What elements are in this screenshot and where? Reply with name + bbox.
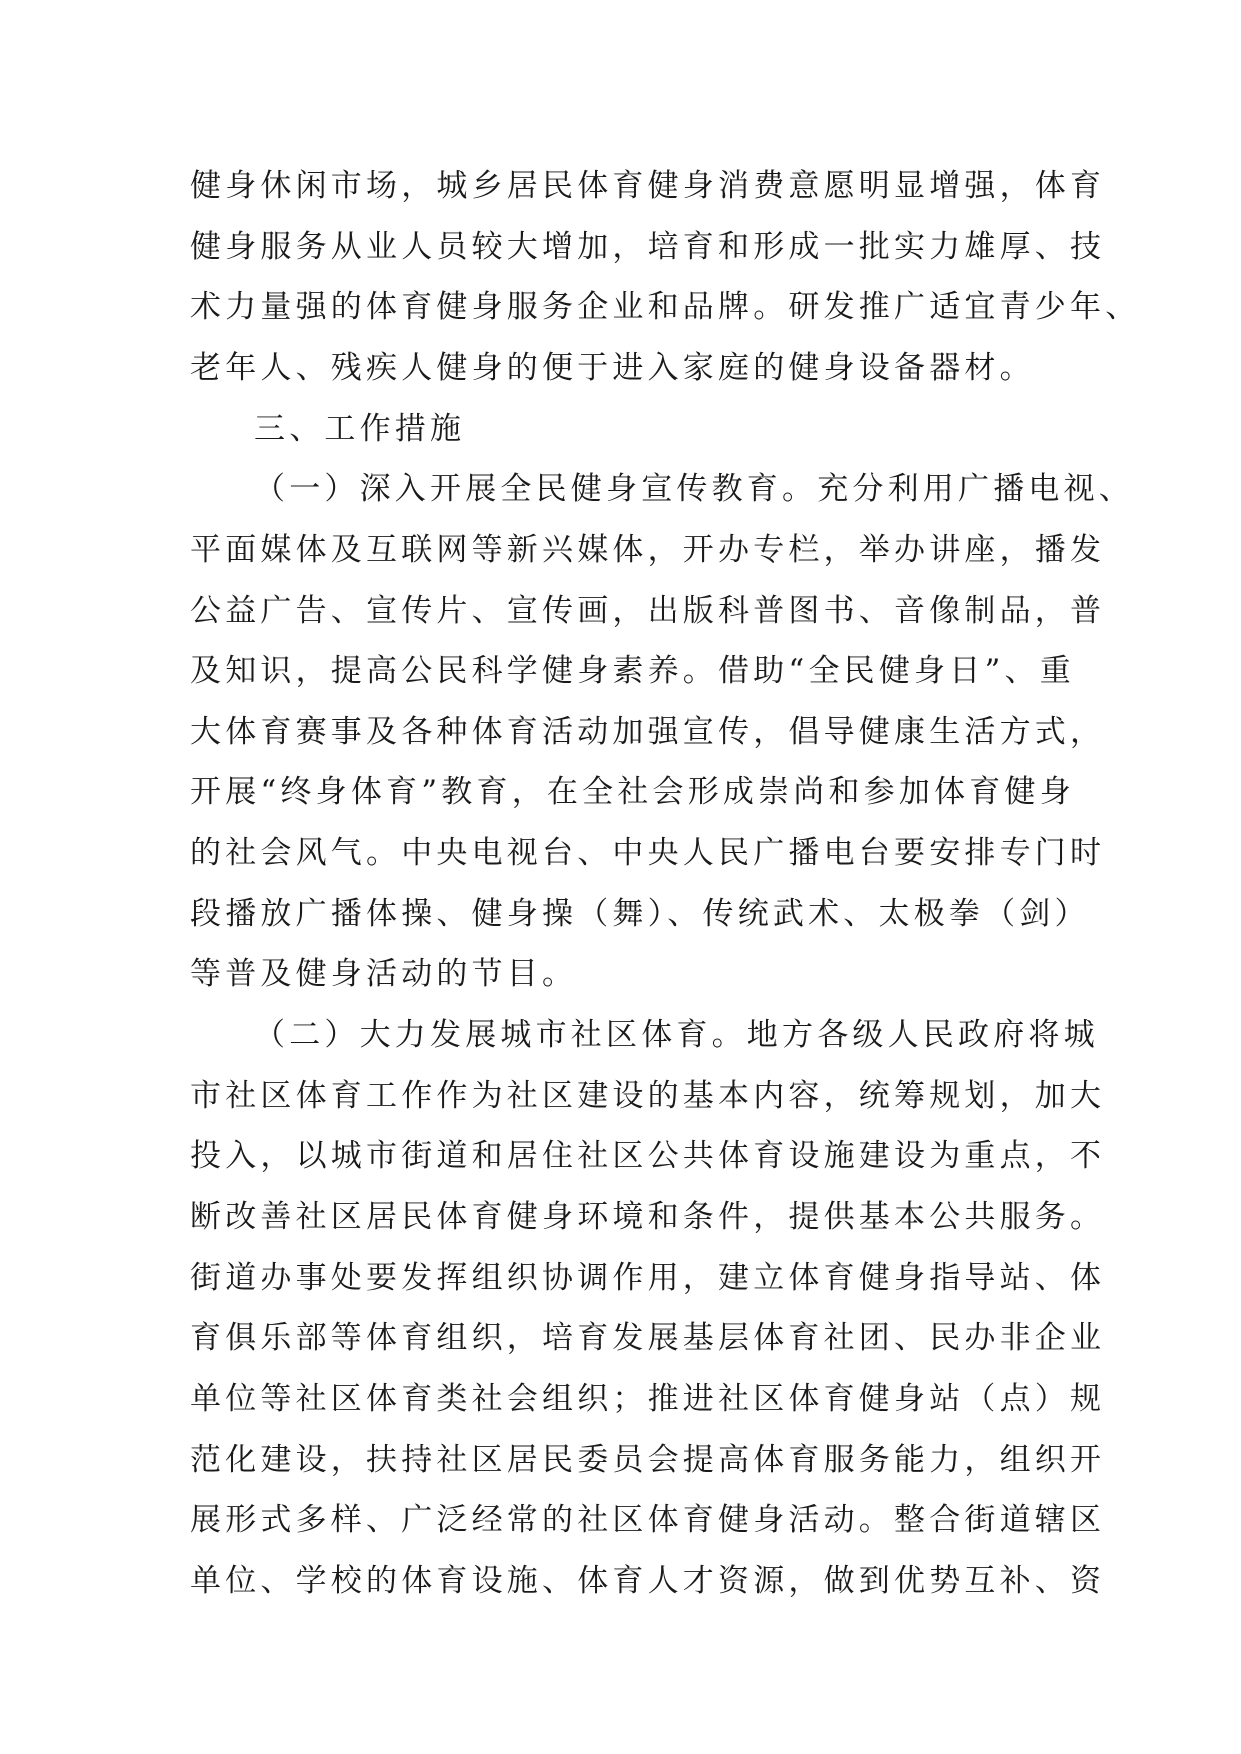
- text-line: 大体育赛事及各种体育活动加强宣传，倡导健康生活方式，: [190, 714, 1106, 750]
- section-heading: 三、工作措施: [254, 411, 466, 447]
- text-line: 育俱乐部等体育组织，培育发展基层体育社团、民办非企业: [190, 1320, 1106, 1356]
- text-line: 老年人、残疾人健身的便于进入家庭的健身设备器材。: [190, 350, 1035, 386]
- text-line: 开展“终身体育”教育，在全社会形成崇尚和参加体育健身: [190, 774, 1075, 810]
- text-line: 单位等社区体育类社会组织；推进社区体育健身站（点）规: [190, 1381, 1106, 1417]
- text-line: 展形式多样、广泛经常的社区体育健身活动。整合街道辖区: [190, 1502, 1106, 1538]
- text-line: 及知识，提高公民科学健身素养。借助“全民健身日”、重: [190, 653, 1075, 689]
- text-line: 段播放广播体操、健身操（舞）、传统武术、太极拳（剑）: [190, 896, 1090, 932]
- text-line: 健身服务从业人员较大增加，培育和形成一批实力雄厚、技: [190, 229, 1106, 265]
- text-line: 公益广告、宣传片、宣传画，出版科普图书、音像制品，普: [190, 593, 1106, 629]
- text-line: 投入，以城市街道和居住社区公共体育设施建设为重点，不: [190, 1138, 1106, 1174]
- text-line: （一）深入开展全民健身宣传教育。充分利用广播电视、: [254, 471, 1134, 507]
- text-line: 健身休闲市场，城乡居民体育健身消费意愿明显增强，体育: [190, 168, 1106, 204]
- text-line: 术力量强的体育健身服务企业和品牌。研发推广适宜青少年、: [190, 289, 1141, 325]
- text-line: 单位、学校的体育设施、体育人才资源，做到优势互补、资: [190, 1563, 1106, 1599]
- text-line: 范化建设，扶持社区居民委员会提高体育服务能力，组织开: [190, 1442, 1106, 1478]
- text-line: 断改善社区居民体育健身环境和条件，提供基本公共服务。: [190, 1199, 1106, 1235]
- text-line: 的社会风气。中央电视台、中央人民广播电台要安排专门时: [190, 835, 1106, 871]
- text-line: 等普及健身活动的节目。: [190, 956, 578, 992]
- text-line: 市社区体育工作作为社区建设的基本内容，统筹规划，加大: [190, 1078, 1106, 1114]
- text-line: 街道办事处要发挥组织协调作用，建立体育健身指导站、体: [190, 1260, 1106, 1296]
- text-line: （二）大力发展城市社区体育。地方各级人民政府将城: [254, 1017, 1099, 1053]
- text-line: 平面媒体及互联网等新兴媒体，开办专栏，举办讲座，播发: [190, 532, 1106, 568]
